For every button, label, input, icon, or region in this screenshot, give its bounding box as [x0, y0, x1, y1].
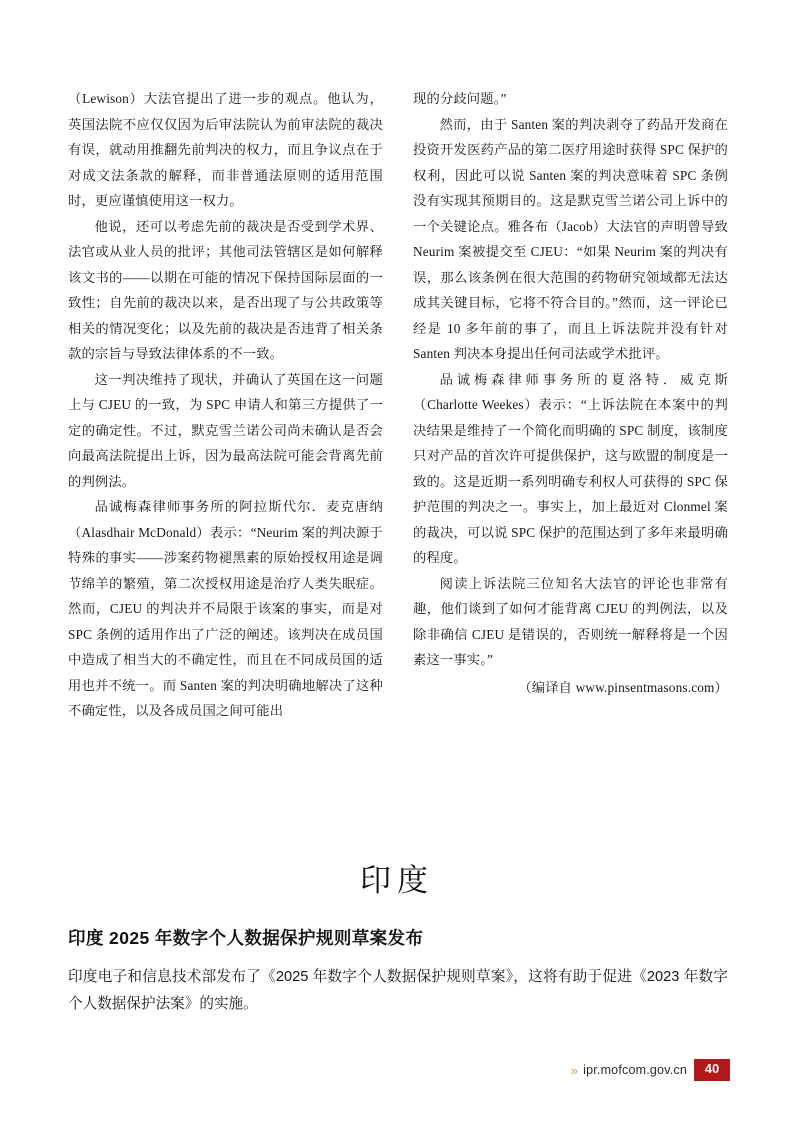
- chevron-right-icon: »: [570, 1062, 577, 1078]
- paragraph: 然而，由于 Santen 案的判决剥夺了药品开发商在投资开发医药产品的第二医疗用途时获得 SPC 保护的权利，因此可以说 Santen 案的判决意味着 SPC 条例没有实现其预期目的。这是默克雪兰诺公司上诉中的一个关键论点。雅各布（Jacob）大法官的声明曾导致 Neurim 案被提交至 CJEU：“如果 Neurim 案的判决有误，那么该条例在很大范围的药物研究领域都无法达成其关键目标，它将不符合目的。”然而，这一评论已经是 10 多年前的事了，而且上诉法院并没有针对 Santen 判决本身提出任何司法或学术批评。: [413, 116, 728, 362]
- paragraph: 阅读上诉法院三位知名大法官的评论也非常有趣，他们谈到了如何才能背离 CJEU 的判例法，以及除非确信 CJEU 是错误的，否则统一解释将是一个因素这一事实。”: [413, 575, 728, 668]
- article-title: 印度 2025 年数字个人数据保护规则草案发布: [68, 928, 424, 948]
- paragraph: （Lewison）大法官提出了进一步的观点。他认为，英国法院不应仅仅因为后审法院认为前审法院的裁决有误，就动用推翻先前判决的权力，而且争议点在于对成文法条款的解释，而非普通法原则的适用范围时，更应谨慎使用这一权力。: [68, 91, 383, 209]
- source-note: （编译自 www.pinsentmasons.com）: [518, 679, 728, 695]
- footer-url: ipr.mofcom.gov.cn: [583, 1063, 687, 1078]
- paragraph: 品诚梅森律师事务所的夏洛特．威克斯（Charlotte Weekes）表示：“上诉法院在本案中的判决结果是维持了一个简化而明确的 SPC 制度，该制度只对产品的首次许可提供保护，这与欧盟的制度是一致的。这是近期一系列明确专利权人可获得的 SPC 保护范围的判决之一。事实上，加上最近对 Clonmel 案的裁决，可以说 SPC 保护的范围达到了多年来最明确的程度。: [413, 371, 728, 566]
- article-section: [68, 925, 728, 1018]
- paragraph: 他说，还可以考虑先前的裁决是否受到学术界、法官或从业人员的批评；其他司法管辖区是如何解释该文书的——以期在可能的情况下保持国际层面的一致性；自先前的裁决以来，是否出现了与公共政策等相关的情况变化；以及先前的裁决是否违背了相关条款的宗旨与导致法律体系的不一致。: [68, 218, 383, 362]
- page-number-badge: 40: [694, 1059, 730, 1081]
- left-column: [68, 86, 383, 724]
- paragraph: 现的分歧问题。”: [413, 91, 507, 106]
- paragraph: 这一判决维持了现状，并确认了英国在这一问题上与 CJEU 的一致，为 SPC 申请人和第三方提供了一定的确定性。不过，默克雪兰诺公司尚未确认是否会向最高法院提出上诉，因为最高法院可能会背离先前的判例法。: [68, 371, 383, 489]
- page-footer: [0, 1059, 794, 1081]
- paragraph: 品诚梅森律师事务所的阿拉斯代尔．麦克唐纳（Alasdhair McDonald）表示：“Neurim 案的判决源于特殊的事实——涉案药物褪黑素的原始授权用途是调节绵羊的繁殖，第二次授权用途是治疗人类失眠症。然而，CJEU 的判决并不局限于该案的事实，而是对 SPC 条例的适用作出了广泛的阐述。该判决在成员国中造成了相当大的不确定性，而且在不同成员国的适用也并不统一。而 Santen 案的判决明确地解决了这种不确定性，以及各成员国之间可能出: [68, 499, 383, 719]
- two-column-body: [68, 86, 728, 724]
- right-column: [413, 86, 728, 724]
- country-heading: 印度: [360, 863, 434, 898]
- article-body: 印度电子和信息技术部发布了《2025 年数字个人数据保护规则草案》，这将有助于促进《2023 年数字个人数据保护法案》的实施。: [68, 969, 728, 1012]
